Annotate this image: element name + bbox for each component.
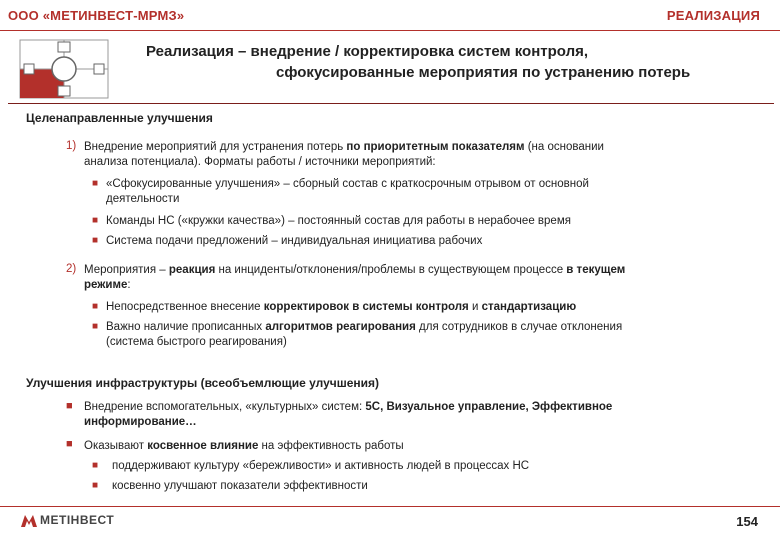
section-title: РЕАЛИЗАЦИЯ <box>666 8 760 23</box>
footer-divider <box>0 506 780 507</box>
bullet-icon: ■ <box>66 438 73 450</box>
process-cycle-icon <box>18 38 110 100</box>
bullet-icon: ■ <box>92 215 99 226</box>
infra-sub1: поддерживают культуру «бережливости» и активность людей в процессах НС <box>112 460 530 472</box>
company-name: ООО «МЕТИНВЕСТ-МРМЗ» <box>8 8 185 23</box>
item1-line2: анализа потенциала). Форматы работы / источники мероприятий: <box>84 156 436 168</box>
item2-bullet1: Непосредственное внесение корректировок в системы контроля и стандартизацию <box>106 301 577 313</box>
bullet-icon: ■ <box>92 480 99 491</box>
item-number-1: 1) <box>66 140 77 152</box>
bullet-icon: ■ <box>66 400 73 412</box>
bullet-icon: ■ <box>92 178 99 189</box>
item1-bullet1: «Сфокусированные улучшения» – сборный состав с краткосрочным отрывом от основной <box>106 178 589 190</box>
bullet-icon: ■ <box>92 460 99 471</box>
infra-bullet2: Оказывают косвенное влияние на эффективность работы <box>84 440 404 452</box>
section-heading-infrastructure: Улучшения инфраструктуры (всеобъемлющие улучшения) <box>26 376 380 390</box>
metinvest-logo-icon <box>20 513 38 529</box>
item2-line2: режиме: <box>84 279 131 291</box>
item2-bullet2-cont: (система быстрого реагирования) <box>106 336 287 348</box>
footer-logo-text: МЕТІНВЕСТ <box>40 513 115 527</box>
item1-bullet2: Команды НС («кружки качества») – постоянный состав для работы в нерабочее время <box>106 215 571 227</box>
item2-bullet2: Важно наличие прописанных алгоритмов реагирования для сотрудников в случае отклонения <box>106 321 623 333</box>
section-heading-targeted: Целенаправленные улучшения <box>26 111 213 125</box>
infra-bullet1-cont: информирование… <box>84 416 197 428</box>
infra-bullet1: Внедрение вспомогательных, «культурных» систем: 5С, Визуальное управление, Эффективное <box>84 401 613 413</box>
bullet-icon: ■ <box>92 321 99 332</box>
infra-sub2: косвенно улучшают показатели эффективности <box>112 480 368 492</box>
bullet-icon: ■ <box>92 301 99 312</box>
bullet-icon: ■ <box>92 235 99 246</box>
page-number: 154 <box>736 514 758 529</box>
item-number-2: 2) <box>66 263 77 275</box>
item1-line1: Внедрение мероприятий для устранения потерь по приоритетным показателям (на основании <box>84 141 604 153</box>
slide-title-line1: Реализация – внедрение / корректировка систем контроля, <box>146 43 589 60</box>
title-divider <box>8 103 774 104</box>
header-divider <box>0 30 780 31</box>
item1-bullet1-cont: деятельности <box>106 193 180 205</box>
item1-bullet3: Система подачи предложений – индивидуальная инициатива рабочих <box>106 235 483 247</box>
slide-title-line2: сфокусированные мероприятия по устранению потерь <box>276 64 691 81</box>
item2-line1: Мероприятия – реакция на инциденты/отклонения/проблемы в существующем процессе в текущем <box>84 264 626 276</box>
